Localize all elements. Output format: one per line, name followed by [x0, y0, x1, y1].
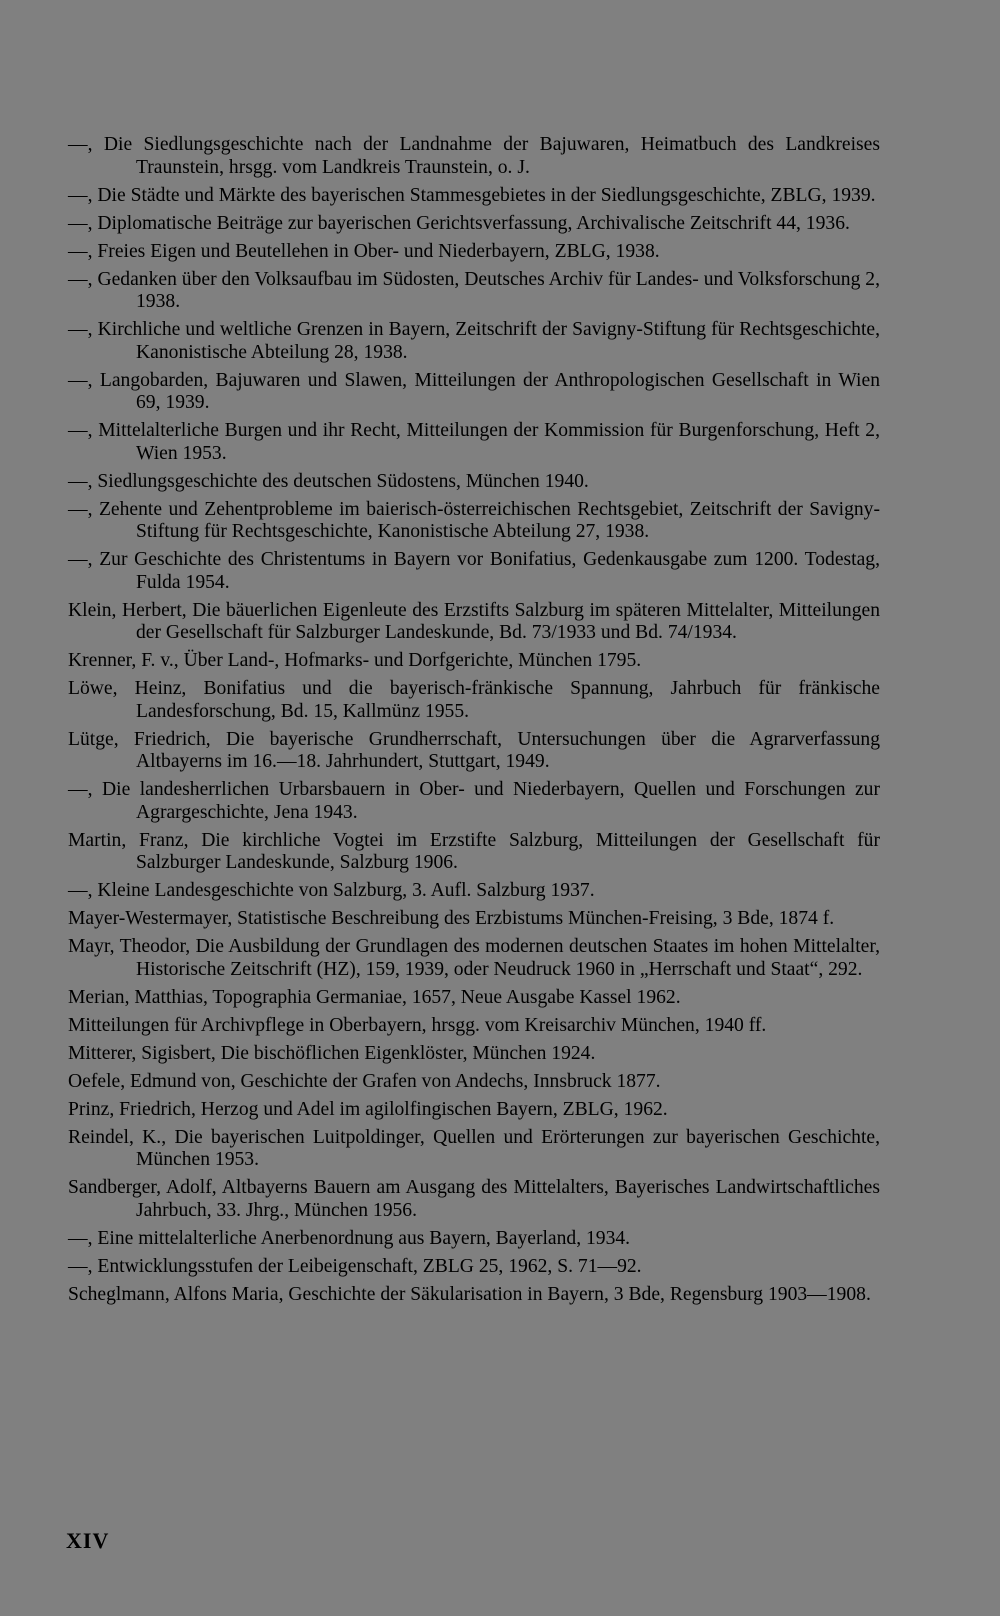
bibliography-entry: [68, 987, 880, 1010]
bibliography-entry: [68, 678, 880, 723]
entry-text: Über Land-, Hofmarks- und Dorfgerichte, München 1795.: [183, 650, 642, 671]
bibliography-entry: [68, 1043, 880, 1066]
entry-text: Geschichte der Säkularisation in Bayern, 3 Bde, Regensburg 1903—1908.: [288, 1283, 871, 1305]
entry-text: Kirchliche und weltliche Grenzen in Bayern, Zeitschrift der Savigny-Stiftung für Rechtsgeschichte, Kanonistische Abteilung 28, 1938.: [97, 319, 880, 363]
entry-author: Lütge, Friedrich,: [68, 728, 211, 750]
bibliography-entry: [68, 908, 880, 931]
entry-author: Prinz, Friedrich,: [68, 1098, 196, 1120]
entry-author: Mayr, Theodor,: [68, 936, 191, 957]
entry-text: Die kirchliche Vogtei im Erzstifte Salzburg, Mitteilungen der Gesellschaft für Salzburger Landeskunde, Salzburg 1906.: [136, 829, 880, 873]
bibliography-entry: [68, 213, 880, 236]
entry-text: Mittelalterliche Burgen und ihr Recht, Mitteilungen der Kommission für Burgenforschung, Heft 2, Wien 1953.: [98, 420, 880, 464]
entry-text: Kleine Landesgeschichte von Salzburg, 3. Aufl. Salzburg 1937.: [97, 880, 595, 901]
entry-text: Diplomatische Beiträge zur bayerischen Gerichtsverfassung, Archivalische Zeitschrift 44, 1936.: [97, 212, 850, 234]
entry-author: Mayer-Westermayer,: [68, 908, 233, 929]
entry-text: Die landesherrlichen Urbarsbauern in Ober- und Niederbayern, Quellen und Forschungen zur Agrargeschichte, Jena 1943.: [101, 779, 881, 823]
entry-author: —,: [68, 212, 93, 234]
bibliography-entry: [68, 185, 880, 208]
entry-author: Reindel, K.,: [68, 1126, 167, 1148]
entry-author: —,: [68, 1227, 93, 1249]
entry-text: Statistische Beschreibung des Erzbistums München-Freising, 3 Bde, 1874 f.: [237, 908, 835, 929]
bibliography-entry: [68, 1256, 880, 1279]
entry-author: Krenner, F. v.,: [68, 650, 179, 671]
bibliography-entry: [68, 134, 880, 179]
entry-author: Klein, Herbert,: [68, 599, 187, 621]
bibliography-entry: [68, 779, 880, 824]
entry-text: Eine mittelalterliche Anerbenordnung aus Bayern, Bayerland, 1934.: [97, 1227, 631, 1249]
entry-author: Mitterer, Sigisbert,: [68, 1042, 216, 1064]
entry-text: Die Siedlungsgeschichte nach der Landnahme der Bajuwaren, Heimatbuch des Landkreises Traunstein, hrsgg. vom Landkreis Traunstein, o. J.: [103, 134, 880, 178]
entry-author: Sandberger, Adolf,: [68, 1177, 217, 1198]
entry-author: —,: [68, 369, 93, 391]
entry-text: Freies Eigen und Beutellehen in Ober- und Niederbayern, ZBLG, 1938.: [97, 240, 660, 262]
entry-text: Gedanken über den Volksaufbau im Südosten, Deutsches Archiv für Landes- und Volksforschung 2, 1938.: [97, 268, 880, 312]
page-number: XIV: [66, 1528, 110, 1553]
bibliography-entry: [68, 1284, 880, 1307]
entry-text: Die Ausbildung der Grundlagen des modernen deutschen Staates im hohen Mittelalter, Historische Zeitschrift (HZ), 159, 1939, oder Neudruck 1960 in „Herrschaft und Staat“, 292.: [136, 936, 880, 980]
entry-author: Martin, Franz,: [68, 829, 189, 851]
entry-text: Langobarden, Bajuwaren und Slawen, Mitteilungen der Anthropologischen Gesellschaft in Wien 69, 1939.: [99, 369, 880, 413]
entry-text: Die bischöflichen Eigenklöster, München 1924.: [220, 1042, 596, 1064]
entry-text: Die bäuerlichen Eigenleute des Erzstifts Salzburg im späteren Mittelalter, Mitteilungen der Gesellschaft für Salzburger Landeskunde, Bd. 73/1933 und Bd. 74/1934.: [136, 599, 880, 643]
entry-author: —,: [68, 420, 93, 441]
entry-text: Geschichte der Grafen von Andechs, Innsbruck 1877.: [240, 1070, 661, 1092]
bibliography-entry: [68, 1228, 880, 1251]
entry-text: Zehente und Zehentprobleme im baierisch-österreichischen Rechtsgebiet, Zeitschrift der Savigny-Stiftung für Rechtsgeschichte, Kanonistische Abteilung 27, 1938.: [98, 498, 880, 542]
entry-author: —,: [68, 1255, 93, 1277]
entry-author: —,: [68, 240, 93, 262]
entry-text: Bonifatius und die bayerisch-fränkische Spannung, Jahrbuch für fränkische Landesforschung, Bd. 15, Kallmünz 1955.: [136, 678, 880, 722]
entry-author: —,: [68, 498, 93, 520]
bibliography-entry: [68, 936, 880, 981]
bibliography-entry: [68, 499, 880, 544]
entry-author: Mitteilungen: [68, 1014, 170, 1036]
entry-text: Die Städte und Märkte des bayerischen Stammesgebietes in der Siedlungsgeschichte, ZBLG, 1939.: [97, 184, 876, 206]
bibliography-entry: [68, 269, 880, 314]
entry-text: Entwicklungsstufen der Leibeigenschaft, ZBLG 25, 1962, S. 71—92.: [97, 1255, 642, 1277]
entry-text: Zur Geschichte des Christentums in Bayern vor Bonifatius, Gedenkausgabe zum 1200. Todestag, Fulda 1954.: [99, 549, 880, 593]
bibliography-entry: [68, 600, 880, 645]
bibliography-list: [68, 134, 880, 1312]
bibliography-entry: [68, 241, 880, 264]
bibliography-entry: [68, 650, 880, 673]
entry-text: Altbayerns Bauern am Ausgang des Mittelalters, Bayerisches Landwirtschaftliches Jahrbuch, 33. Jhrg., München 1956.: [136, 1177, 880, 1221]
bibliography-entry: [68, 1127, 880, 1172]
entry-author: —,: [68, 184, 93, 206]
bibliography-entry: [68, 420, 880, 465]
bibliography-entry: [68, 830, 880, 875]
bibliography-entry: [68, 1177, 880, 1222]
entry-author: Oefele, Edmund von,: [68, 1070, 236, 1092]
entry-text: Topographia Germaniae, 1657, Neue Ausgabe Kassel 1962.: [212, 986, 681, 1008]
entry-text: Die bayerische Grundherrschaft, Untersuchungen über die Agrarverfassung Altbayerns im 16.—18. Jahrhundert, Stuttgart, 1949.: [136, 728, 880, 772]
entry-text: Herzog und Adel im agilolfingischen Bayern, ZBLG, 1962.: [200, 1098, 668, 1120]
entry-author: —,: [68, 779, 93, 800]
bibliography-entry: [68, 471, 880, 494]
entry-text: Siedlungsgeschichte des deutschen Südostens, München 1940.: [97, 470, 589, 492]
bibliography-entry: [68, 729, 880, 774]
bibliography-entry: [68, 370, 880, 415]
bibliography-entry: [68, 319, 880, 364]
entry-text: Die bayerischen Luitpoldinger, Quellen und Erörterungen zur bayerischen Geschichte, München 1953.: [136, 1126, 881, 1170]
entry-author: —,: [68, 470, 93, 492]
bibliography-entry: [68, 1071, 880, 1094]
entry-author: —,: [68, 319, 93, 340]
entry-author: —,: [68, 268, 93, 290]
bibliography-entry: [68, 1015, 880, 1038]
entry-author: —,: [68, 549, 93, 570]
bibliography-entry: [68, 549, 880, 594]
entry-text: für Archivpflege in Oberbayern, hrsgg. vom Kreisarchiv München, 1940 ff.: [174, 1014, 767, 1036]
bibliography-entry: [68, 880, 880, 903]
bibliography-entry: [68, 1099, 880, 1122]
entry-author: Löwe, Heinz,: [68, 678, 187, 699]
entry-author: —,: [68, 880, 93, 901]
entry-author: Merian, Matthias,: [68, 986, 208, 1008]
entry-author: —,: [68, 134, 93, 155]
entry-author: Scheglmann, Alfons Maria,: [68, 1283, 284, 1305]
